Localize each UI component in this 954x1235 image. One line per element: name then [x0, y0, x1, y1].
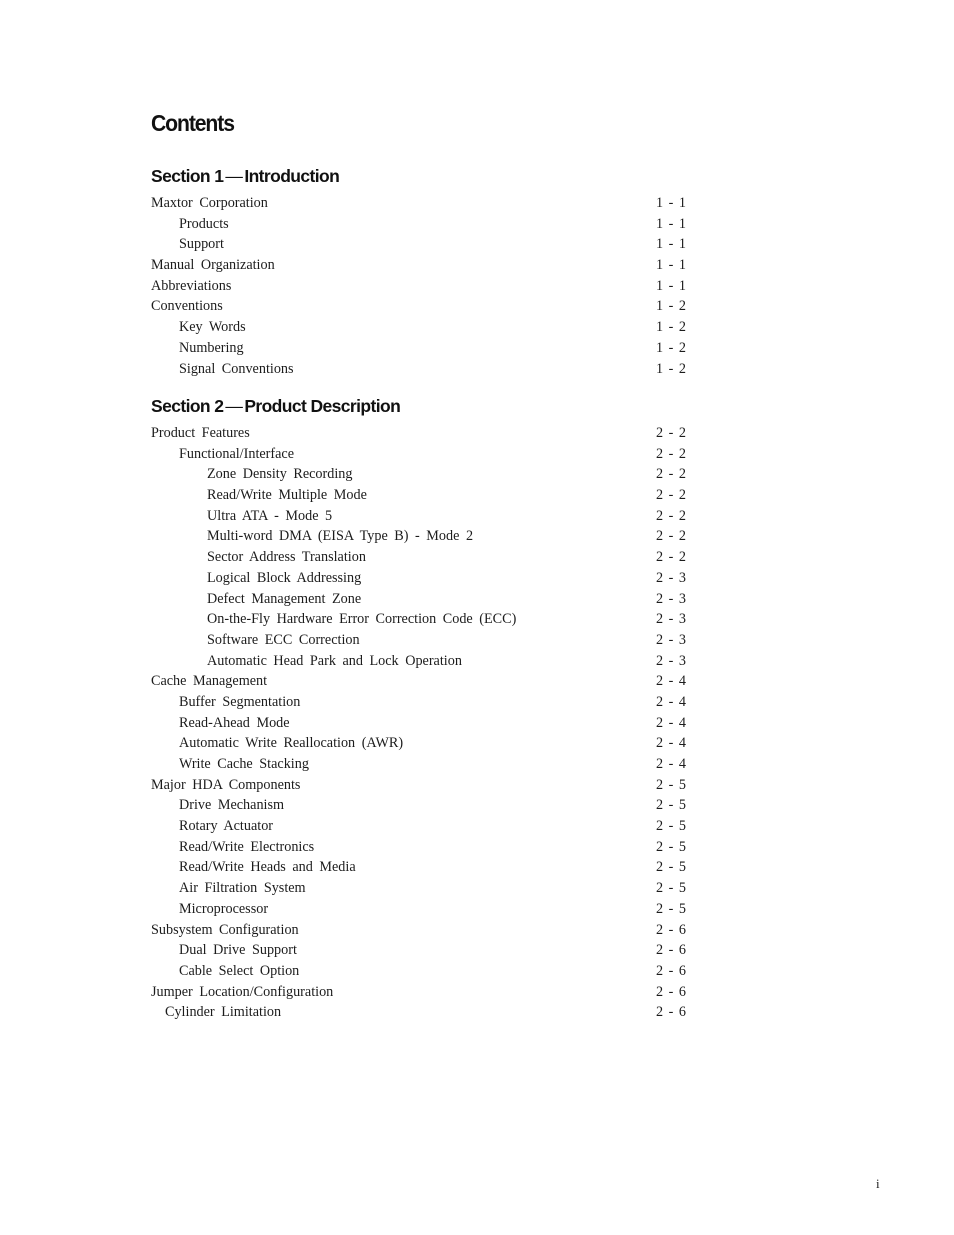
toc-entry: [151, 920, 686, 941]
toc-entry-page: 1 - 1: [655, 215, 686, 232]
toc-entry: [151, 1002, 686, 1023]
toc-entry-page: 1 - 1: [655, 277, 686, 294]
toc-entry-title: Sector Address Translation: [207, 549, 366, 566]
toc-entry-page: 2 - 2: [655, 445, 686, 462]
toc-entry: [151, 485, 686, 506]
section-introduction: [151, 163, 686, 379]
toc-entry-title: Microprocessor: [179, 900, 269, 917]
toc-entry-title: Automatic Write Reallocation (AWR): [179, 735, 404, 752]
toc-entry-page: 1 - 1: [655, 236, 686, 253]
toc-entry-page: 2 - 4: [655, 756, 686, 772]
toc-entry: [151, 255, 686, 276]
toc-entry-title: Buffer Segmentation: [179, 693, 301, 710]
toc-entry-page: 1 - 1: [655, 195, 686, 211]
page-number: i: [876, 1176, 880, 1191]
toc-entry-page: 2 - 6: [655, 942, 686, 959]
toc-list: [151, 423, 686, 1023]
toc-entry-title: On-the-Fly Hardware Error Correction Code (ECC): [207, 611, 517, 628]
toc-entry-title: Read/Write Heads and Media: [179, 859, 356, 876]
toc-entry-page: 2 - 6: [655, 962, 686, 979]
toc-entry-title: Subsystem Configuration: [151, 921, 299, 938]
toc-entry-page: 2 - 4: [655, 693, 686, 710]
toc-entry-page: 1 - 2: [655, 319, 686, 336]
toc-entry: [151, 982, 686, 1003]
toc-entry-page: 1 - 1: [655, 257, 686, 274]
toc-entry: [151, 444, 686, 465]
toc-entry: [151, 733, 686, 754]
toc-entry-page: 2 - 3: [655, 590, 686, 607]
toc-entry: [151, 214, 686, 235]
toc-entry: [151, 940, 686, 961]
toc-entry-page: 2 - 3: [655, 569, 686, 586]
toc-entry: [151, 547, 686, 568]
toc-entry: [151, 464, 686, 485]
toc-entry: [151, 526, 686, 547]
toc-entry: [151, 193, 686, 214]
toc-entry-title: Manual Organization: [151, 257, 275, 274]
toc-entry-page: 1 - 2: [655, 339, 686, 356]
section-heading: [151, 163, 686, 193]
toc-entry: [151, 359, 686, 380]
toc-entry-page: 1 - 2: [655, 298, 686, 315]
toc-entry-page: 2 - 5: [655, 900, 686, 917]
toc-entry: [151, 589, 686, 610]
toc-entry: [151, 609, 686, 630]
toc-entry-page: 2 - 3: [655, 611, 686, 628]
section-name: Product Description: [244, 396, 401, 416]
toc-entry: [151, 878, 686, 899]
toc-entry: [151, 296, 686, 317]
section-number: Section 1: [151, 166, 224, 186]
toc-entry-title: Read/Write Multiple Mode: [207, 487, 367, 504]
toc-entry: [151, 234, 686, 255]
toc-entry: [151, 857, 686, 878]
toc-entry-page: 2 - 4: [655, 714, 686, 731]
toc-entry-page: 2 - 5: [655, 838, 686, 855]
toc-entry-title: Signal Conventions: [179, 360, 294, 377]
toc-entry-page: 2 - 2: [655, 466, 686, 483]
toc-entry-title: Numbering: [179, 339, 244, 356]
toc-entry: [151, 568, 686, 589]
toc-entry-title: Drive Mechanism: [179, 797, 285, 814]
toc-entry-title: Product Features: [151, 425, 250, 441]
toc-entry-page: 2 - 4: [655, 735, 686, 752]
section-heading: [151, 393, 686, 423]
section-dash: —: [225, 166, 243, 186]
toc-entry: [151, 899, 686, 920]
toc-entry-title: Read/Write Electronics: [179, 838, 315, 855]
toc-entry-title: Functional/Interface: [179, 445, 295, 462]
toc-entry: [151, 651, 686, 672]
section-dash: —: [225, 396, 243, 416]
toc-entry-page: 2 - 2: [655, 507, 686, 524]
toc-entry-title: Cache Management: [151, 673, 268, 690]
toc-entry-page: 2 - 5: [655, 797, 686, 814]
toc-entry-title: Key Words: [179, 319, 246, 336]
toc-entry-title: Read-Ahead Mode: [179, 714, 290, 731]
toc-entry-title: Automatic Head Park and Lock Operation: [207, 652, 462, 669]
page-title: Contents: [151, 110, 234, 136]
toc-entry-title: Dual Drive Support: [179, 942, 297, 959]
toc-entry: [151, 754, 686, 775]
toc-entry: [151, 506, 686, 527]
toc-entry-page: 2 - 5: [655, 859, 686, 876]
toc-entry-title: Major HDA Components: [151, 776, 301, 793]
toc-entry-title: Ultra ATA - Mode 5: [207, 507, 333, 524]
toc-entry-page: 2 - 2: [655, 425, 686, 441]
toc-entry-page: 2 - 2: [655, 487, 686, 504]
toc-entry-page: 2 - 3: [655, 631, 686, 648]
toc-entry: [151, 276, 686, 297]
toc-entry-page: 2 - 6: [655, 1004, 686, 1021]
toc-entry-title: Air Filtration System: [179, 880, 306, 897]
toc-entry-title: Cable Select Option: [179, 962, 300, 979]
toc-entry-title: Jumper Location/Configuration: [151, 983, 334, 1000]
toc-entry-page: 1 - 2: [655, 360, 686, 377]
toc-entry-title: Logical Block Addressing: [207, 569, 362, 586]
toc-entry-title: Cylinder Limitation: [165, 1004, 282, 1021]
toc-entry: [151, 692, 686, 713]
toc-entry-title: Abbreviations: [151, 277, 232, 294]
toc-entry-page: 2 - 6: [655, 921, 686, 938]
toc-entry-title: Zone Density Recording: [207, 466, 353, 483]
toc-entry-title: Write Cache Stacking: [179, 756, 309, 772]
toc-entry-title: Rotary Actuator: [179, 818, 274, 835]
toc-entry: [151, 961, 686, 982]
section-name: Introduction: [244, 166, 340, 186]
toc-entry-title: Products: [179, 215, 229, 232]
toc-entry: [151, 795, 686, 816]
section-number: Section 2: [151, 396, 224, 416]
toc-entry: [151, 713, 686, 734]
toc-entry-page: 2 - 5: [655, 880, 686, 897]
toc-entry-page: 2 - 4: [655, 673, 686, 690]
toc-entry-title: Conventions: [151, 298, 223, 315]
toc-entry-title: Support: [179, 236, 224, 253]
toc-entry-title: Multi-word DMA (EISA Type B) - Mode 2: [207, 528, 474, 545]
toc-entry: [151, 837, 686, 858]
toc-entry: [151, 423, 686, 444]
toc-list: [151, 193, 686, 379]
toc-entry-page: 2 - 5: [655, 818, 686, 835]
toc-entry: [151, 775, 686, 796]
toc-entry: [151, 816, 686, 837]
toc-entry-title: Defect Management Zone: [207, 590, 362, 607]
toc-entry-title: Maxtor Corporation: [151, 195, 268, 211]
toc-entry: [151, 338, 686, 359]
toc-entry-title: Software ECC Correction: [207, 631, 360, 648]
toc-entry-page: 2 - 2: [655, 549, 686, 566]
section-product-description: [151, 393, 686, 1023]
toc-entry-page: 2 - 3: [655, 652, 686, 669]
toc-entry: [151, 317, 686, 338]
toc-entry-page: 2 - 5: [655, 776, 686, 793]
toc-entry-page: 2 - 6: [655, 983, 686, 1000]
toc-entry-page: 2 - 2: [655, 528, 686, 545]
toc-entry: [151, 630, 686, 651]
toc-entry: [151, 671, 686, 692]
